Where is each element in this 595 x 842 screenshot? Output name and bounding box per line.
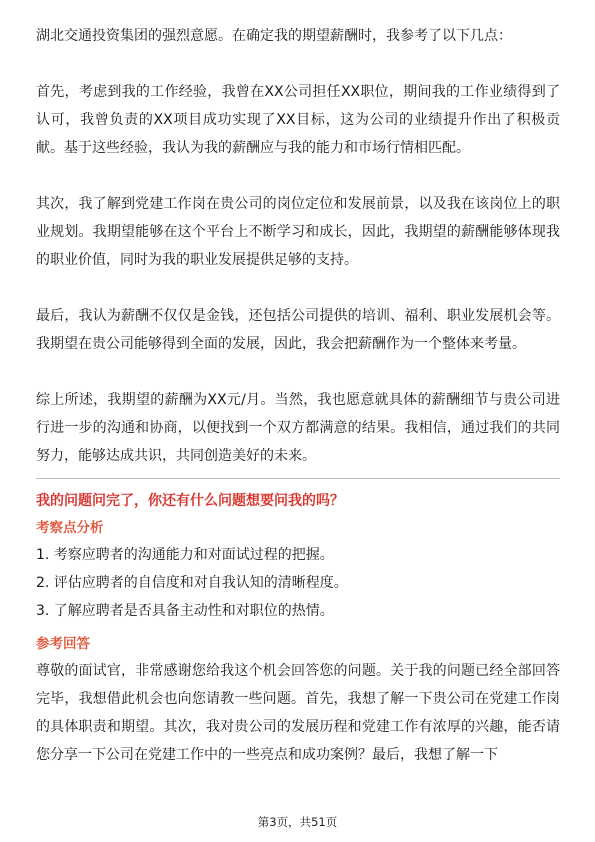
spacer xyxy=(36,162,560,190)
spacer xyxy=(36,274,560,302)
page-content xyxy=(36,22,560,769)
analysis-item: 2. 评估应聘者的自信度和对自我认知的清晰程度。 xyxy=(36,575,348,591)
question-heading: 我的问题问完了，你还有什么问题想要问我的吗？ xyxy=(36,493,344,509)
reference-title: 参考回答 xyxy=(36,636,90,652)
analysis-item: 3. 了解应聘者是否具备主动性和对职位的热情。 xyxy=(36,603,334,619)
paragraph-third: 最后，我认为薪酬不仅仅是金钱，还包括公司提供的培训、福利、职业发展机会等。我期望在贵公司能够得到全面的发展，因此，我会把薪酬作为一个整体来考量。 xyxy=(36,308,560,352)
paragraph-summary: 综上所述，我期望的薪酬为XX元/月。当然，我也愿意就具体的薪酬细节与贵公司进行进一步的沟通和协商，以便找到一个双方都满意的结果。我相信，通过我们的共同努力，能够达成共识，共同创造美好的未来。 xyxy=(36,392,560,464)
paragraph-first: 首先，考虑到我的工作经验，我曾在XX公司担任XX职位，期间我的工作业绩得到了认可，我曾负责的XX项目成功实现了XX目标，这为公司的业绩提升作出了积极贡献。基于这些经验，我认为我的薪酬应与我的能力和市场行情相匹配。 xyxy=(36,84,560,156)
section-divider xyxy=(36,478,560,479)
page-number: 第3页，共51页 xyxy=(257,815,338,829)
analysis-title: 考察点分析 xyxy=(36,520,104,536)
paragraph-second: 其次，我了解到党建工作岗在贵公司的岗位定位和发展前景，以及我在该岗位上的职业规划。我期望能够在这个平台上不断学习和成长，因此，我期望的薪酬能够体现我的职业价值，同时为我的职业发展提供足够的支持。 xyxy=(36,196,560,268)
reference-answer: 尊敬的面试官，非常感谢您给我这个机会回答您的问题。关于我的问题已经全部回答完毕，我想借此机会也向您请教一些问题。首先，我想了解一下贵公司在党建工作岗的具体职责和期望。其次，我对贵公司的发展历程和党建工作有浓厚的兴趣，能否请您分享一下公司在党建工作中的一些亮点和成功案例？最后，我想了解一下 xyxy=(36,663,560,763)
spacer xyxy=(36,50,560,78)
paragraph-intro: 湖北交通投资集团的强烈意愿。在确定我的期望薪酬时，我参考了以下几点： xyxy=(36,28,512,44)
spacer xyxy=(36,358,560,386)
analysis-item: 1. 考察应聘者的沟通能力和对面试过程的把握。 xyxy=(36,547,334,563)
